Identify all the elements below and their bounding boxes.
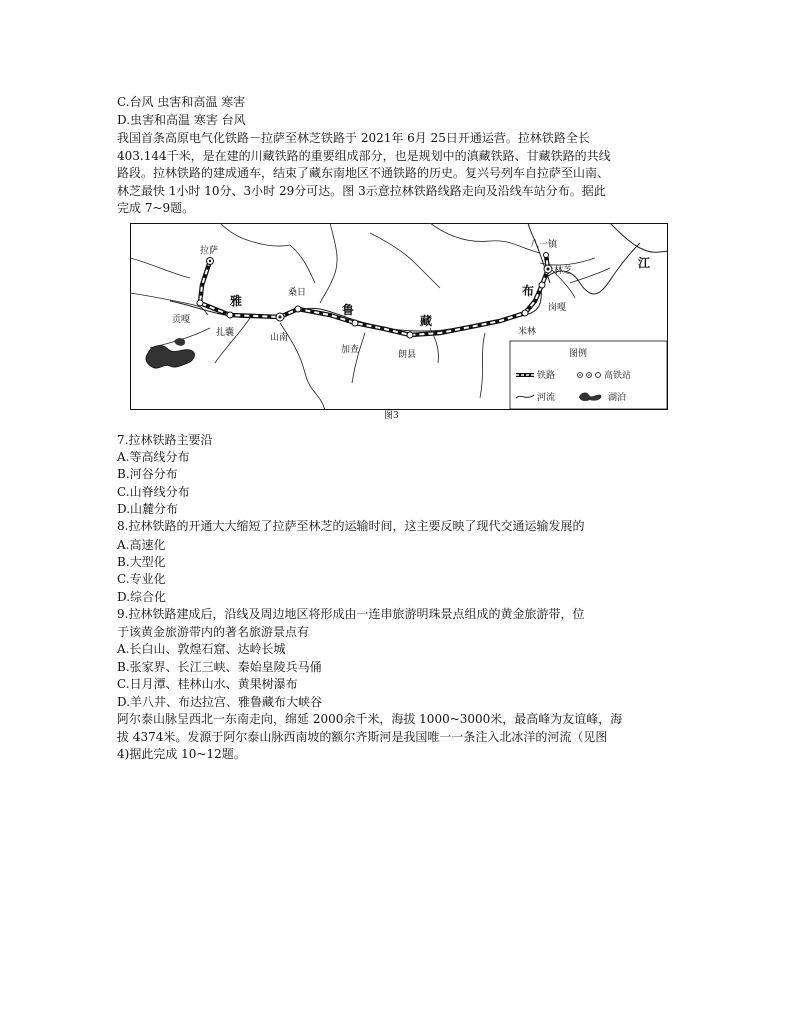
intro-line: 我国首条高原电气化铁路－拉萨至林芝铁路于 2021年 6月 25日开通运营。拉林铁路全长 xyxy=(117,131,590,145)
label-jiacha: 加查 xyxy=(341,345,360,355)
question-9-stem-line-2: 于该黄金旅游带内的著名旅游景点有 xyxy=(117,625,310,639)
label-lhasa: 拉萨 xyxy=(200,246,219,256)
intro-line: 403.144千米，是在建的川藏铁路的重要组成部分，也是规划中的滇藏铁路、甘藏铁路的共线 xyxy=(117,148,611,163)
question-9-option-a: A.长白山、敦煌石窟、达岭长城 xyxy=(117,642,286,656)
river-char-bu: 布 xyxy=(522,284,535,298)
station-shannan-dot xyxy=(279,316,282,319)
figure-caption: 图3 xyxy=(384,411,399,421)
station-sangri-marker xyxy=(295,306,301,312)
question-9-stem-line-1: 9.拉林铁路建成后，沿线及周边地区将形成由一连串旅游明珠景点组成的黄金旅游带，位 xyxy=(117,607,585,621)
station-zhanang-marker xyxy=(227,312,233,318)
intro-paragraph xyxy=(117,130,677,218)
question-7-option-c: C.山脊线分布 xyxy=(117,485,190,499)
station-bayi-marker xyxy=(544,253,549,258)
label-langxian: 朗县 xyxy=(398,350,417,360)
station-langxian-marker xyxy=(407,332,413,338)
station-milin-marker xyxy=(522,310,528,316)
river-char-lu: 鲁 xyxy=(342,303,355,317)
question-7-option-a: A.等高线分布 xyxy=(117,450,190,464)
outro-line: 阿尔泰山脉呈西北一东南走向，绵延 2000余千米，海拔 1000~3000米，最高峰为友谊峰，海 xyxy=(117,712,623,726)
question-9-option-b: B.张家界、长江三峡、秦始皇陵兵马俑 xyxy=(117,660,322,674)
intro-line: 路段。拉林铁路的建成通车，结束了藏东南地区不通铁路的历史。复兴号列车自拉萨至山南、 xyxy=(117,166,610,180)
legend-title: 图例 xyxy=(569,349,588,359)
intro-line: 完成 7~9题。 xyxy=(117,201,195,215)
label-gangga: 岗嘎 xyxy=(548,303,567,313)
question-8-option-b: B.大型化 xyxy=(117,555,166,569)
outro-line: 拔 4374米。发源于阿尔泰山脉西南坡的额尔齐斯河是我国唯一一条注入北冰洋的河流（见图 xyxy=(117,729,608,744)
option-c-prev-question: C.台风 虫害和高温 寒害 xyxy=(117,95,246,109)
river-char-zang: 藏 xyxy=(420,314,433,328)
question-8-option-c: C.专业化 xyxy=(117,572,166,586)
legend-lake: 湖泊 xyxy=(608,393,627,403)
label-gongga: 贡嘎 xyxy=(172,315,191,325)
map-legend xyxy=(510,341,667,409)
option-d-prev-question: D.虫害和高温 寒害 台风 xyxy=(117,113,246,127)
station-jiacha-marker xyxy=(352,320,358,326)
question-7-option-b: B.河谷分布 xyxy=(117,467,178,481)
outro-paragraph xyxy=(117,711,677,764)
label-bayi: 八一镇 xyxy=(530,240,558,250)
label-sangri: 桑日 xyxy=(288,288,307,298)
outro-line: 4)据此完成 10~12题。 xyxy=(117,747,246,761)
station-linzhi-dot xyxy=(547,268,550,271)
station-gongga-marker xyxy=(197,300,203,306)
station-lhasa-dot xyxy=(209,260,211,262)
question-9-option-c: C.日月潭、桂林山水、黄果树瀑布 xyxy=(117,677,298,691)
question-8-option-d: D.综合化 xyxy=(117,590,167,604)
label-milin: 米林 xyxy=(518,327,537,337)
river-char-jiang: 江 xyxy=(638,256,651,270)
legend-river: 河流 xyxy=(537,393,556,403)
label-zhanang: 扎囊 xyxy=(216,328,235,338)
question-7-stem: 7.拉林铁路主要沿 xyxy=(117,433,213,447)
label-linzhi: 林芝 xyxy=(554,266,573,276)
legend-station: 高铁站 xyxy=(604,371,632,381)
legend-railway: 铁路 xyxy=(537,371,556,381)
question-9-option-d: D.羊八井、布达拉宫、雅鲁藏布大峡谷 xyxy=(117,695,323,709)
river-char-ya: 雅 xyxy=(230,294,243,308)
label-shannan: 山南 xyxy=(270,333,289,343)
intro-line: 林芝最快 1小时 10分、3小时 29分可达。图 3示意拉林铁路线路走向及沿线车站分布。据此 xyxy=(117,183,606,198)
question-7-option-d: D.山麓分布 xyxy=(117,502,179,516)
station-gangga-marker xyxy=(539,282,545,288)
question-8-stem: 8.拉林铁路的开通大大缩短了拉萨至林芝的运输时间，这主要反映了现代交通运输发展的 xyxy=(117,519,585,533)
railway-map xyxy=(130,223,668,410)
question-8-option-a: A.高速化 xyxy=(117,538,166,552)
